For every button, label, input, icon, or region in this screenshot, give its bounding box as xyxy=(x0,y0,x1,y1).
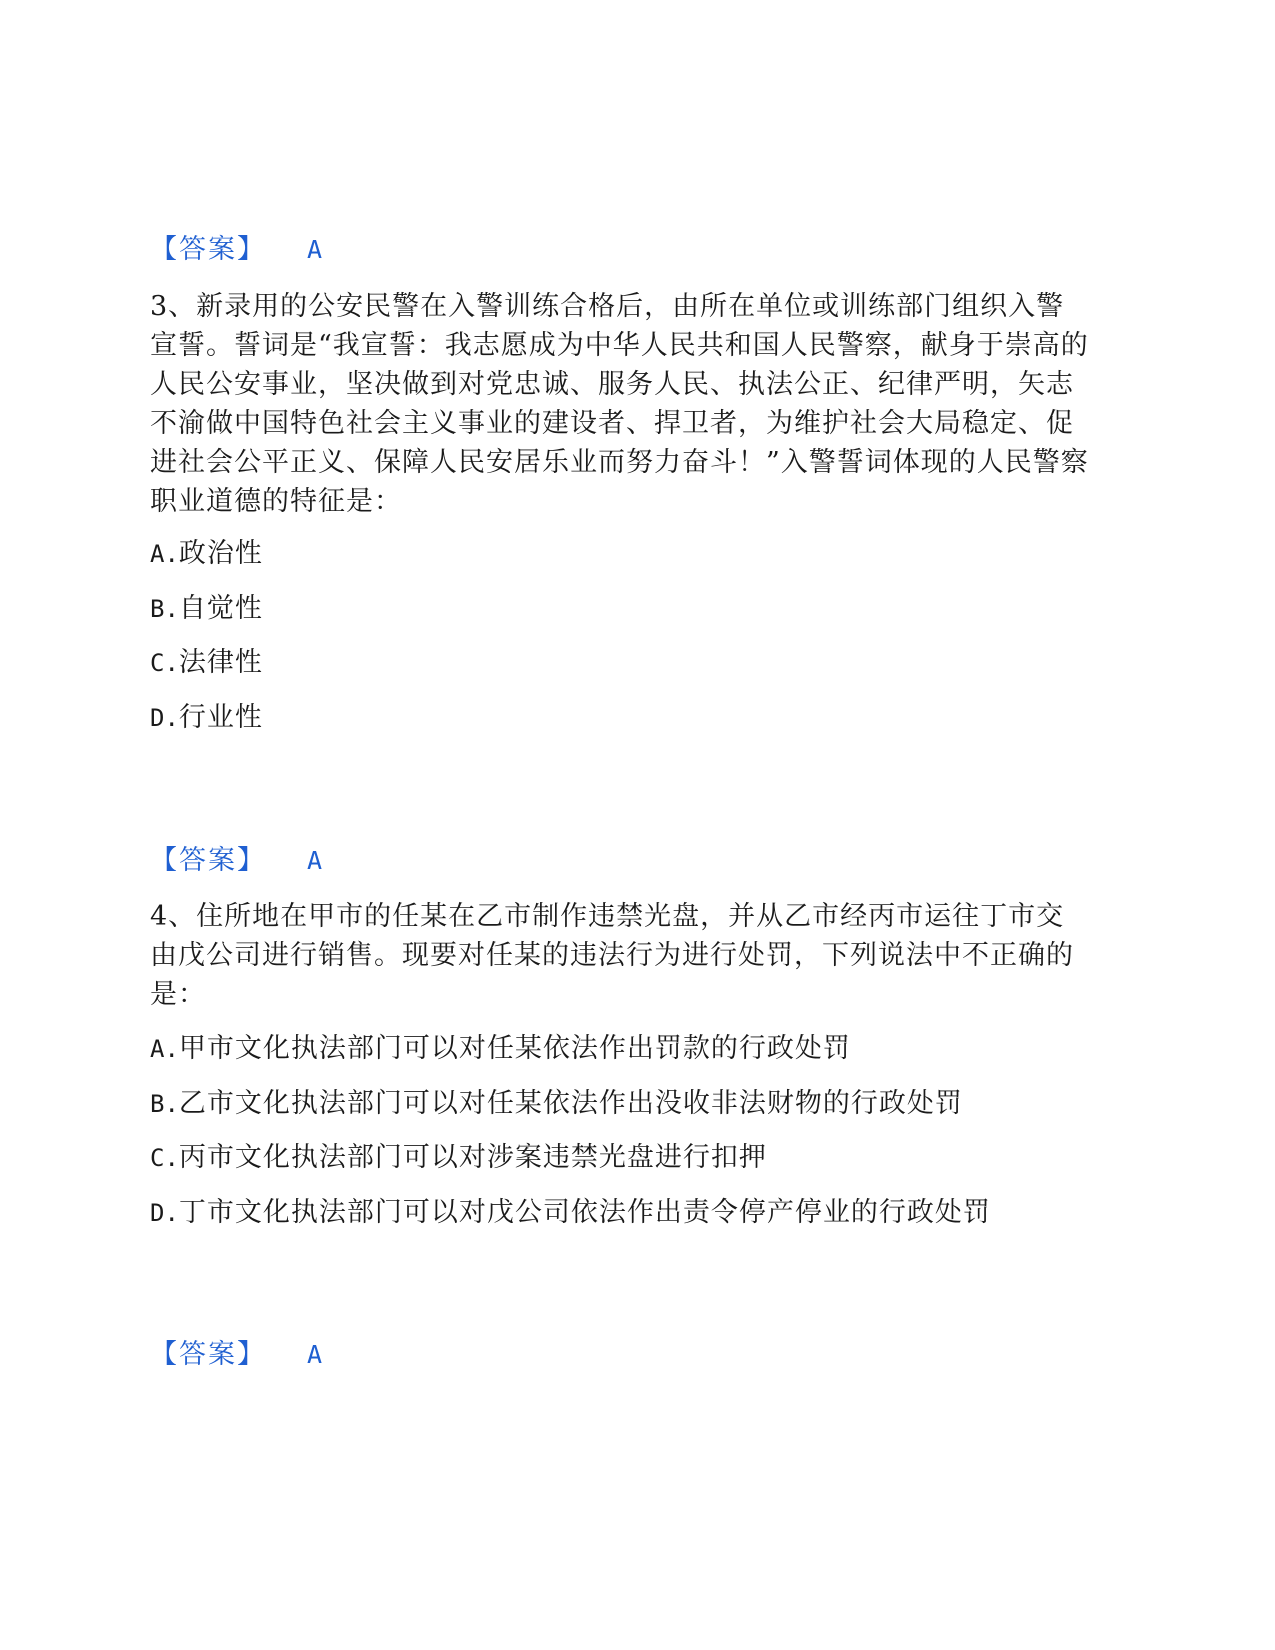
question-line: 不渝做中国特色社会主义事业的建设者、捍卫者，为维护社会大局稳定、促 xyxy=(150,408,1074,439)
question-4 xyxy=(150,897,1130,1014)
option-key: C. xyxy=(150,1144,179,1172)
option-key: B. xyxy=(150,1090,179,1118)
q4-option-a xyxy=(150,1029,851,1069)
q4-option-c xyxy=(150,1138,767,1178)
answer-line-1 xyxy=(150,230,323,270)
q4-option-b xyxy=(150,1084,963,1124)
answer-value: A xyxy=(307,235,323,264)
question-line: 是： xyxy=(150,979,206,1010)
option-text: 乙市文化执法部门可以对任某依法作出没收非法财物的行政处罚 xyxy=(178,1088,963,1119)
q3-option-b xyxy=(150,589,263,629)
question-3 xyxy=(150,287,1130,521)
answer-line-3 xyxy=(150,1335,323,1375)
answer-value: A xyxy=(307,846,323,875)
question-line: 4、住所地在甲市的任某在乙市制作违禁光盘，并从乙市经丙市运往丁市交 xyxy=(150,901,1065,932)
q3-option-a xyxy=(150,534,263,574)
question-line: 人民公安事业，坚决做到对党忠诚、服务人民、执法公正、纪律严明，矢志 xyxy=(150,369,1074,400)
option-text: 甲市文化执法部门可以对任某依法作出罚款的行政处罚 xyxy=(178,1033,851,1064)
option-text: 自觉性 xyxy=(178,593,263,624)
answer-label: 【答案】 xyxy=(150,1339,266,1370)
q3-option-c xyxy=(150,643,263,683)
answer-label: 【答案】 xyxy=(150,234,266,265)
option-key: D. xyxy=(150,704,179,732)
option-key: B. xyxy=(150,595,179,623)
question-line: 由戊公司进行销售。现要对任某的违法行为进行处罚，下列说法中不正确的 xyxy=(150,940,1074,971)
question-line: 宣誓。誓词是“我宣誓：我志愿成为中华人民共和国人民警察，献身于崇高的 xyxy=(150,330,1089,361)
answer-label: 【答案】 xyxy=(150,845,266,876)
option-text: 丁市文化执法部门可以对戊公司依法作出责令停产停业的行政处罚 xyxy=(178,1197,991,1228)
answer-value: A xyxy=(307,1340,323,1369)
q3-option-d xyxy=(150,698,263,738)
option-key: A. xyxy=(150,540,179,568)
question-line: 进社会公平正义、保障人民安居乐业而努力奋斗！”入警誓词体现的人民警察 xyxy=(150,447,1089,478)
option-key: C. xyxy=(150,649,179,677)
q4-option-d xyxy=(150,1193,991,1233)
option-key: D. xyxy=(150,1199,179,1227)
option-text: 丙市文化执法部门可以对涉案违禁光盘进行扣押 xyxy=(178,1142,767,1173)
option-text: 政治性 xyxy=(178,538,263,569)
option-key: A. xyxy=(150,1035,179,1063)
option-text: 行业性 xyxy=(178,702,263,733)
question-line: 职业道德的特征是： xyxy=(150,486,402,517)
option-text: 法律性 xyxy=(178,647,263,678)
question-line: 3、新录用的公安民警在入警训练合格后，由所在单位或训练部门组织入警 xyxy=(150,291,1065,322)
answer-line-2 xyxy=(150,841,323,881)
